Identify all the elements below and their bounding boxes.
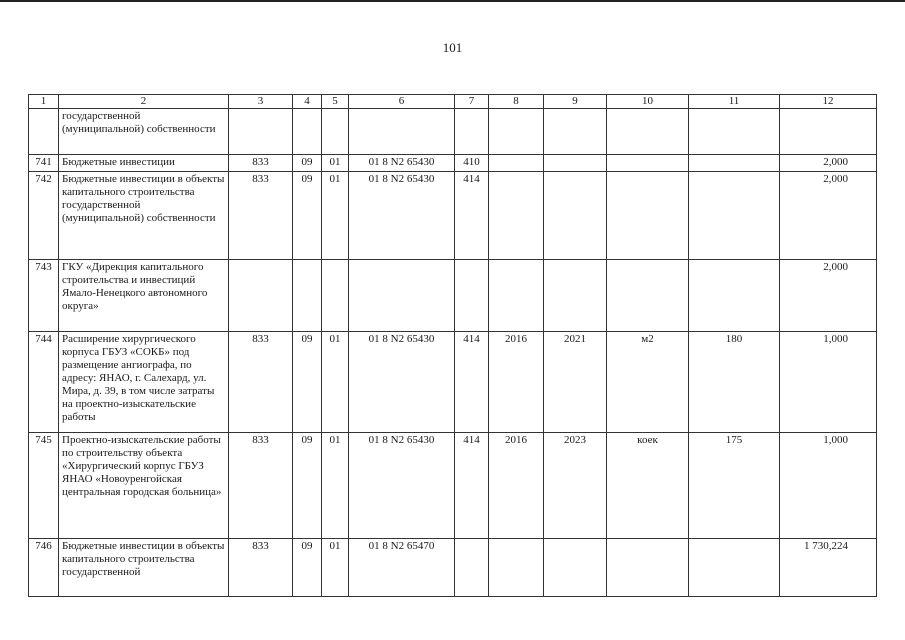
code-cell: 833 — [229, 155, 293, 172]
section-cell: 09 — [293, 172, 322, 260]
expense-type-cell — [455, 109, 489, 155]
section-cell — [293, 260, 322, 332]
subsection-cell: 01 — [322, 155, 349, 172]
capacity-cell — [689, 172, 780, 260]
subsection-cell: 01 — [322, 433, 349, 539]
header-cell: 9 — [544, 95, 607, 109]
amount-cell: 1,000 — [780, 332, 877, 433]
section-cell: 09 — [293, 433, 322, 539]
subsection-cell: 01 — [322, 539, 349, 597]
row-number-cell: 744 — [29, 332, 59, 433]
row-number-cell: 746 — [29, 539, 59, 597]
amount-cell: 1 730,224 — [780, 539, 877, 597]
unit-cell: м2 — [607, 332, 689, 433]
target-article-cell: 01 8 N2 65430 — [349, 172, 455, 260]
section-cell — [293, 109, 322, 155]
item-name-cell: Бюджетные инвестиции в объекты капитального строительства государственной — [59, 539, 229, 597]
code-cell — [229, 109, 293, 155]
unit-cell — [607, 539, 689, 597]
expense-type-cell — [455, 260, 489, 332]
start-year-cell — [489, 260, 544, 332]
expense-type-cell: 414 — [455, 433, 489, 539]
table-row — [29, 332, 877, 433]
table-row — [29, 172, 877, 260]
item-name-cell: государственной (муниципальной) собственности — [59, 109, 229, 155]
start-year-cell: 2016 — [489, 433, 544, 539]
unit-cell — [607, 109, 689, 155]
item-name-cell: ГКУ «Дирекция капитального строительства и инвестиций Ямало-Ненецкого автономного округа» — [59, 260, 229, 332]
table-row — [29, 109, 877, 155]
start-year-cell — [489, 155, 544, 172]
table-row — [29, 433, 877, 539]
target-article-cell: 01 8 N2 65430 — [349, 155, 455, 172]
header-row — [29, 95, 877, 109]
section-cell: 09 — [293, 332, 322, 433]
end-year-cell — [544, 539, 607, 597]
header-cell: 7 — [455, 95, 489, 109]
header-cell: 5 — [322, 95, 349, 109]
table-body — [29, 95, 877, 597]
header-cell: 3 — [229, 95, 293, 109]
page-number: 101 — [442, 40, 463, 55]
header-cell: 1 — [29, 95, 59, 109]
amount-cell: 1,000 — [780, 433, 877, 539]
header-cell: 10 — [607, 95, 689, 109]
budget-table — [28, 94, 877, 597]
expense-type-cell: 410 — [455, 155, 489, 172]
end-year-cell — [544, 155, 607, 172]
target-article-cell: 01 8 N2 65430 — [349, 332, 455, 433]
header-cell: 11 — [689, 95, 780, 109]
header-cell: 4 — [293, 95, 322, 109]
row-number-cell: 742 — [29, 172, 59, 260]
row-number-cell — [29, 109, 59, 155]
end-year-cell: 2023 — [544, 433, 607, 539]
section-cell: 09 — [293, 155, 322, 172]
capacity-cell — [689, 539, 780, 597]
header-cell: 12 — [780, 95, 877, 109]
unit-cell — [607, 172, 689, 260]
header-cell: 8 — [489, 95, 544, 109]
amount-cell — [780, 109, 877, 155]
code-cell: 833 — [229, 433, 293, 539]
capacity-cell: 180 — [689, 332, 780, 433]
item-name-cell: Бюджетные инвестиции — [59, 155, 229, 172]
expense-type-cell: 414 — [455, 172, 489, 260]
end-year-cell — [544, 172, 607, 260]
item-name-cell: Проектно-изыскательские работы по строительству объекта «Хирургический корпус ГБУЗ ЯНАО «Новоуренгойская центральная городская больница» — [59, 433, 229, 539]
row-number-cell: 745 — [29, 433, 59, 539]
target-article-cell — [349, 109, 455, 155]
code-cell: 833 — [229, 539, 293, 597]
item-name-cell: Расширение хирургического корпуса ГБУЗ «СОКБ» под размещение ангиографа, по адресу: ЯНАО, г. Салехард, ул. Мира, д. 39, в том числе затраты на проектно-изыскательские работы — [59, 332, 229, 433]
code-cell: 833 — [229, 332, 293, 433]
capacity-cell — [689, 260, 780, 332]
end-year-cell: 2021 — [544, 332, 607, 433]
amount-cell: 2,000 — [780, 155, 877, 172]
end-year-cell — [544, 109, 607, 155]
table-row — [29, 539, 877, 597]
amount-cell: 2,000 — [780, 172, 877, 260]
expense-type-cell: 414 — [455, 332, 489, 433]
target-article-cell — [349, 260, 455, 332]
subsection-cell — [322, 260, 349, 332]
header-cell: 2 — [59, 95, 229, 109]
amount-cell: 2,000 — [780, 260, 877, 332]
section-cell: 09 — [293, 539, 322, 597]
start-year-cell — [489, 109, 544, 155]
row-number-cell: 743 — [29, 260, 59, 332]
capacity-cell — [689, 155, 780, 172]
unit-cell — [607, 155, 689, 172]
end-year-cell — [544, 260, 607, 332]
start-year-cell: 2016 — [489, 332, 544, 433]
subsection-cell: 01 — [322, 332, 349, 433]
code-cell: 833 — [229, 172, 293, 260]
subsection-cell — [322, 109, 349, 155]
table-row — [29, 155, 877, 172]
table-row — [29, 260, 877, 332]
code-cell — [229, 260, 293, 332]
subsection-cell: 01 — [322, 172, 349, 260]
top-rule — [0, 0, 905, 2]
start-year-cell — [489, 172, 544, 260]
capacity-cell: 175 — [689, 433, 780, 539]
target-article-cell: 01 8 N2 65470 — [349, 539, 455, 597]
header-cell: 6 — [349, 95, 455, 109]
unit-cell — [607, 260, 689, 332]
capacity-cell — [689, 109, 780, 155]
expense-type-cell — [455, 539, 489, 597]
row-number-cell: 741 — [29, 155, 59, 172]
item-name-cell: Бюджетные инвестиции в объекты капитального строительства государственной (муниципальной) собственности — [59, 172, 229, 260]
target-article-cell: 01 8 N2 65430 — [349, 433, 455, 539]
start-year-cell — [489, 539, 544, 597]
unit-cell: коек — [607, 433, 689, 539]
